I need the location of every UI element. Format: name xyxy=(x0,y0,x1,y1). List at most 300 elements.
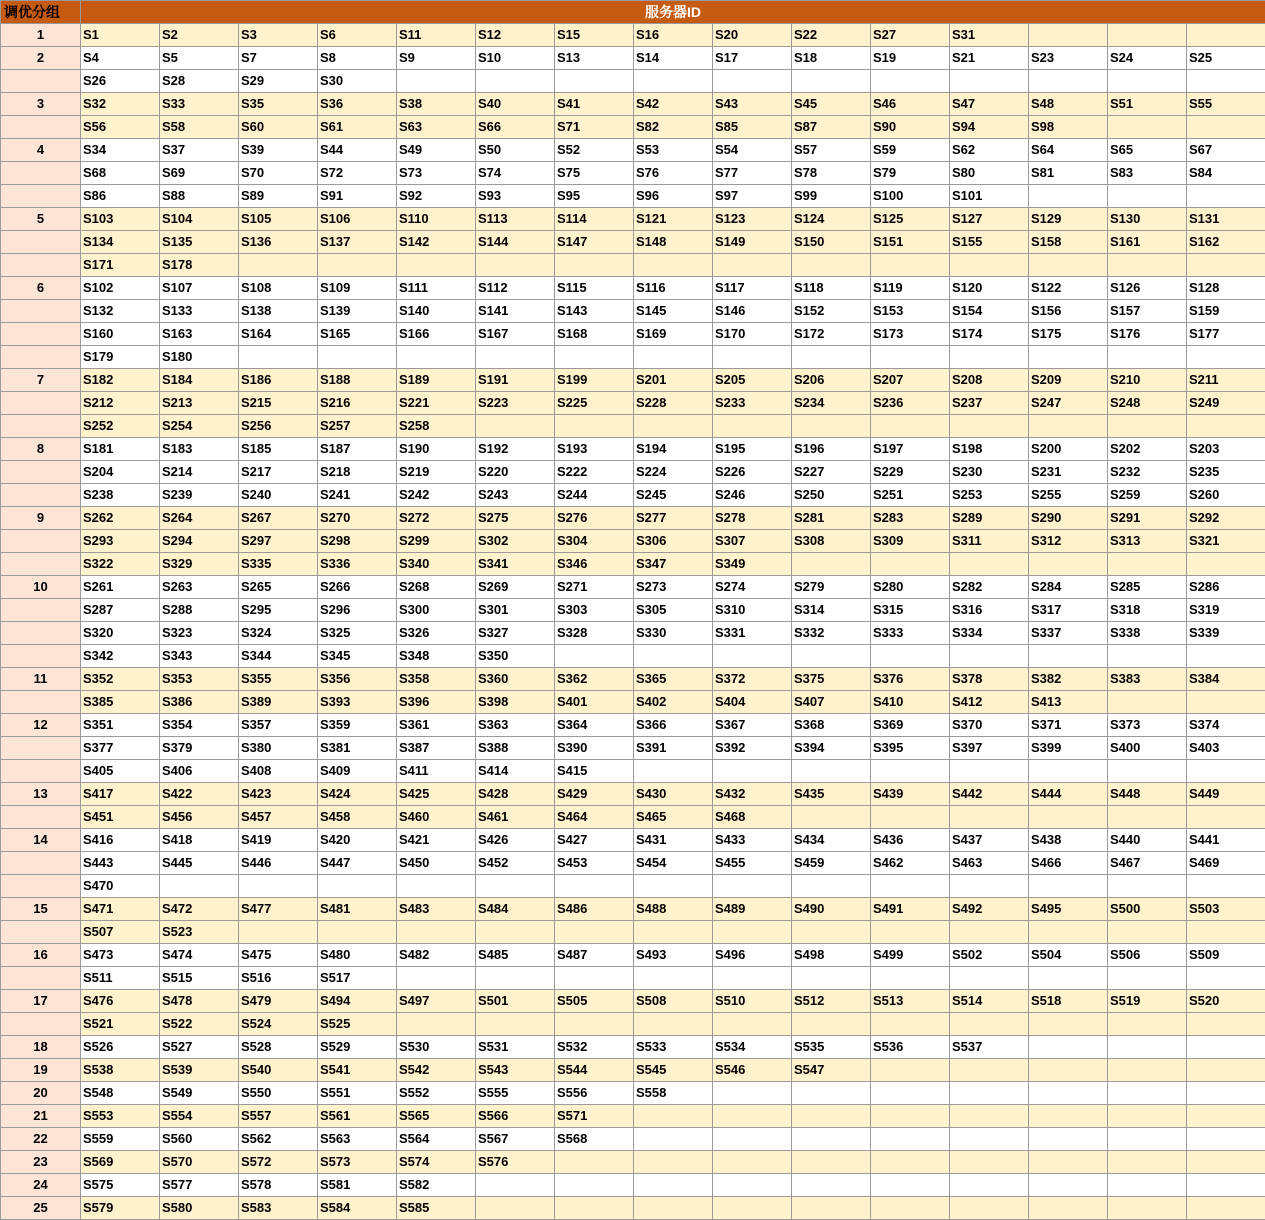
server-id-cell[interactable] xyxy=(1108,24,1187,47)
server-id-cell[interactable] xyxy=(871,1013,950,1036)
server-id-cell[interactable]: S462 xyxy=(871,852,950,875)
group-id-cell[interactable] xyxy=(1,70,81,93)
server-id-cell[interactable]: S338 xyxy=(1108,622,1187,645)
server-id-cell[interactable]: S441 xyxy=(1187,829,1265,852)
server-id-cell[interactable]: S211 xyxy=(1187,369,1265,392)
server-id-cell[interactable]: S78 xyxy=(792,162,871,185)
server-id-cell[interactable] xyxy=(871,645,950,668)
server-id-cell[interactable] xyxy=(555,415,634,438)
server-id-cell[interactable]: S368 xyxy=(792,714,871,737)
server-id-cell[interactable]: S314 xyxy=(792,599,871,622)
server-id-cell[interactable]: S122 xyxy=(1029,277,1108,300)
group-id-cell[interactable]: 25 xyxy=(1,1197,81,1220)
server-id-cell[interactable]: S61 xyxy=(318,116,397,139)
server-id-cell[interactable]: S96 xyxy=(634,185,713,208)
server-id-cell[interactable]: S424 xyxy=(318,783,397,806)
server-id-cell[interactable]: S208 xyxy=(950,369,1029,392)
server-id-cell[interactable] xyxy=(634,875,713,898)
group-id-cell[interactable]: 20 xyxy=(1,1082,81,1105)
server-id-cell[interactable]: S346 xyxy=(555,553,634,576)
server-id-cell[interactable]: S109 xyxy=(318,277,397,300)
server-id-cell[interactable]: S448 xyxy=(1108,783,1187,806)
group-id-cell[interactable]: 23 xyxy=(1,1151,81,1174)
server-id-cell[interactable]: S183 xyxy=(160,438,239,461)
server-id-cell[interactable] xyxy=(1108,254,1187,277)
server-id-cell[interactable]: S513 xyxy=(871,990,950,1013)
server-id-cell[interactable] xyxy=(1187,806,1265,829)
server-id-cell[interactable]: S287 xyxy=(81,599,160,622)
server-id-cell[interactable] xyxy=(1108,875,1187,898)
server-id-cell[interactable]: S362 xyxy=(555,668,634,691)
server-id-cell[interactable]: S235 xyxy=(1187,461,1265,484)
server-id-cell[interactable] xyxy=(634,70,713,93)
server-id-cell[interactable]: S537 xyxy=(950,1036,1029,1059)
server-id-cell[interactable]: S44 xyxy=(318,139,397,162)
server-id-cell[interactable]: S266 xyxy=(318,576,397,599)
server-id-cell[interactable]: S140 xyxy=(397,300,476,323)
server-id-cell[interactable]: S370 xyxy=(950,714,1029,737)
server-id-cell[interactable]: S389 xyxy=(239,691,318,714)
server-id-cell[interactable] xyxy=(1187,1013,1265,1036)
server-id-cell[interactable] xyxy=(950,967,1029,990)
server-id-cell[interactable]: S113 xyxy=(476,208,555,231)
server-id-cell[interactable]: S139 xyxy=(318,300,397,323)
server-id-cell[interactable]: S519 xyxy=(1108,990,1187,1013)
server-id-cell[interactable] xyxy=(1029,967,1108,990)
server-id-cell[interactable]: S244 xyxy=(555,484,634,507)
server-id-cell[interactable] xyxy=(871,415,950,438)
server-id-cell[interactable] xyxy=(1187,116,1265,139)
server-id-cell[interactable] xyxy=(476,254,555,277)
server-id-cell[interactable]: S17 xyxy=(713,47,792,70)
server-id-cell[interactable] xyxy=(476,967,555,990)
server-id-cell[interactable]: S93 xyxy=(476,185,555,208)
server-id-cell[interactable]: S271 xyxy=(555,576,634,599)
server-id-cell[interactable] xyxy=(476,921,555,944)
server-id-cell[interactable]: S232 xyxy=(1108,461,1187,484)
group-id-cell[interactable] xyxy=(1,392,81,415)
server-id-cell[interactable]: S387 xyxy=(397,737,476,760)
server-id-cell[interactable] xyxy=(318,875,397,898)
server-id-cell[interactable]: S568 xyxy=(555,1128,634,1151)
server-id-cell[interactable]: S429 xyxy=(555,783,634,806)
server-id-cell[interactable]: S352 xyxy=(81,668,160,691)
server-id-cell[interactable]: S577 xyxy=(160,1174,239,1197)
server-id-cell[interactable]: S479 xyxy=(239,990,318,1013)
server-id-cell[interactable]: S485 xyxy=(476,944,555,967)
server-id-cell[interactable]: S353 xyxy=(160,668,239,691)
server-id-cell[interactable] xyxy=(871,875,950,898)
group-id-cell[interactable]: 12 xyxy=(1,714,81,737)
server-id-cell[interactable] xyxy=(318,921,397,944)
server-id-cell[interactable]: S309 xyxy=(871,530,950,553)
group-id-cell[interactable] xyxy=(1,967,81,990)
server-id-cell[interactable]: S248 xyxy=(1108,392,1187,415)
server-id-cell[interactable] xyxy=(950,806,1029,829)
server-id-cell[interactable]: S289 xyxy=(950,507,1029,530)
server-id-cell[interactable]: S99 xyxy=(792,185,871,208)
server-id-cell[interactable]: S184 xyxy=(160,369,239,392)
server-id-cell[interactable]: S66 xyxy=(476,116,555,139)
group-id-cell[interactable] xyxy=(1,875,81,898)
server-id-cell[interactable]: S174 xyxy=(950,323,1029,346)
server-id-cell[interactable] xyxy=(1187,760,1265,783)
server-id-cell[interactable]: S273 xyxy=(634,576,713,599)
server-id-cell[interactable]: S534 xyxy=(713,1036,792,1059)
server-id-cell[interactable]: S39 xyxy=(239,139,318,162)
server-id-cell[interactable] xyxy=(1187,1059,1265,1082)
server-id-cell[interactable] xyxy=(713,967,792,990)
server-id-cell[interactable]: S291 xyxy=(1108,507,1187,530)
server-id-cell[interactable]: S64 xyxy=(1029,139,1108,162)
server-id-cell[interactable] xyxy=(1187,921,1265,944)
server-id-cell[interactable]: S236 xyxy=(871,392,950,415)
server-id-cell[interactable]: S202 xyxy=(1108,438,1187,461)
server-id-cell[interactable] xyxy=(555,921,634,944)
server-id-cell[interactable]: S268 xyxy=(397,576,476,599)
server-id-cell[interactable]: S551 xyxy=(318,1082,397,1105)
group-id-cell[interactable]: 24 xyxy=(1,1174,81,1197)
server-id-cell[interactable]: S508 xyxy=(634,990,713,1013)
server-id-cell[interactable]: S540 xyxy=(239,1059,318,1082)
server-id-cell[interactable]: S531 xyxy=(476,1036,555,1059)
server-id-cell[interactable] xyxy=(950,1013,1029,1036)
server-id-cell[interactable]: S515 xyxy=(160,967,239,990)
group-id-cell[interactable] xyxy=(1,806,81,829)
server-id-cell[interactable]: S86 xyxy=(81,185,160,208)
server-id-cell[interactable]: S530 xyxy=(397,1036,476,1059)
server-id-cell[interactable]: S97 xyxy=(713,185,792,208)
server-id-cell[interactable]: S223 xyxy=(476,392,555,415)
server-id-cell[interactable]: S344 xyxy=(239,645,318,668)
server-id-cell[interactable]: S210 xyxy=(1108,369,1187,392)
server-id-cell[interactable]: S148 xyxy=(634,231,713,254)
server-id-cell[interactable] xyxy=(792,254,871,277)
server-id-cell[interactable]: S500 xyxy=(1108,898,1187,921)
server-id-cell[interactable]: S525 xyxy=(318,1013,397,1036)
server-id-cell[interactable] xyxy=(713,1013,792,1036)
server-id-cell[interactable]: S53 xyxy=(634,139,713,162)
server-id-cell[interactable]: S546 xyxy=(713,1059,792,1082)
server-id-cell[interactable]: S118 xyxy=(792,277,871,300)
server-id-cell[interactable]: S365 xyxy=(634,668,713,691)
server-id-cell[interactable]: S327 xyxy=(476,622,555,645)
server-id-cell[interactable] xyxy=(1108,185,1187,208)
server-id-cell[interactable] xyxy=(476,1197,555,1220)
server-id-cell[interactable] xyxy=(397,254,476,277)
server-id-cell[interactable]: S419 xyxy=(239,829,318,852)
server-id-cell[interactable]: S283 xyxy=(871,507,950,530)
server-id-cell[interactable]: S168 xyxy=(555,323,634,346)
server-id-cell[interactable]: S427 xyxy=(555,829,634,852)
server-id-cell[interactable]: S470 xyxy=(81,875,160,898)
server-id-cell[interactable]: S29 xyxy=(239,70,318,93)
server-id-cell[interactable]: S130 xyxy=(1108,208,1187,231)
server-id-cell[interactable] xyxy=(1029,1059,1108,1082)
server-id-cell[interactable]: S380 xyxy=(239,737,318,760)
server-id-cell[interactable] xyxy=(1187,185,1265,208)
server-id-cell[interactable] xyxy=(555,1174,634,1197)
server-id-cell[interactable]: S442 xyxy=(950,783,1029,806)
server-id-cell[interactable]: S317 xyxy=(1029,599,1108,622)
server-id-cell[interactable]: S193 xyxy=(555,438,634,461)
server-id-cell[interactable]: S415 xyxy=(555,760,634,783)
server-id-cell[interactable]: S416 xyxy=(81,829,160,852)
server-id-cell[interactable]: S390 xyxy=(555,737,634,760)
server-id-cell[interactable]: S230 xyxy=(950,461,1029,484)
server-id-cell[interactable]: S325 xyxy=(318,622,397,645)
server-id-cell[interactable]: S512 xyxy=(792,990,871,1013)
server-id-cell[interactable]: S234 xyxy=(792,392,871,415)
group-id-cell[interactable]: 6 xyxy=(1,277,81,300)
server-id-cell[interactable]: S463 xyxy=(950,852,1029,875)
server-id-cell[interactable] xyxy=(1187,1197,1265,1220)
server-id-cell[interactable] xyxy=(634,254,713,277)
server-id-cell[interactable]: S553 xyxy=(81,1105,160,1128)
server-id-cell[interactable]: S285 xyxy=(1108,576,1187,599)
server-id-cell[interactable]: S114 xyxy=(555,208,634,231)
group-id-cell[interactable]: 3 xyxy=(1,93,81,116)
server-id-cell[interactable]: S131 xyxy=(1187,208,1265,231)
server-id-cell[interactable]: S302 xyxy=(476,530,555,553)
server-id-cell[interactable]: S196 xyxy=(792,438,871,461)
server-id-cell[interactable]: S482 xyxy=(397,944,476,967)
server-id-cell[interactable]: S70 xyxy=(239,162,318,185)
server-id-cell[interactable] xyxy=(792,70,871,93)
group-id-cell[interactable] xyxy=(1,300,81,323)
server-id-cell[interactable]: S455 xyxy=(713,852,792,875)
server-id-cell[interactable] xyxy=(1187,1105,1265,1128)
group-id-cell[interactable] xyxy=(1,921,81,944)
server-id-cell[interactable]: S542 xyxy=(397,1059,476,1082)
server-id-cell[interactable]: S374 xyxy=(1187,714,1265,737)
server-id-cell[interactable]: S330 xyxy=(634,622,713,645)
server-id-cell[interactable]: S219 xyxy=(397,461,476,484)
server-id-cell[interactable]: S14 xyxy=(634,47,713,70)
server-id-cell[interactable]: S526 xyxy=(81,1036,160,1059)
server-id-cell[interactable]: S126 xyxy=(1108,277,1187,300)
server-id-cell[interactable] xyxy=(318,254,397,277)
server-id-cell[interactable]: S552 xyxy=(397,1082,476,1105)
server-id-cell[interactable] xyxy=(871,1151,950,1174)
server-id-cell[interactable]: S505 xyxy=(555,990,634,1013)
group-id-cell[interactable]: 14 xyxy=(1,829,81,852)
server-id-cell[interactable]: S358 xyxy=(397,668,476,691)
server-id-cell[interactable]: S354 xyxy=(160,714,239,737)
group-id-cell[interactable]: 4 xyxy=(1,139,81,162)
server-id-cell[interactable] xyxy=(950,1174,1029,1197)
server-id-cell[interactable]: S19 xyxy=(871,47,950,70)
server-id-cell[interactable]: S41 xyxy=(555,93,634,116)
server-id-cell[interactable] xyxy=(871,967,950,990)
server-id-cell[interactable] xyxy=(792,1013,871,1036)
server-id-cell[interactable]: S90 xyxy=(871,116,950,139)
server-id-cell[interactable]: S9 xyxy=(397,47,476,70)
server-id-cell[interactable]: S480 xyxy=(318,944,397,967)
server-id-cell[interactable]: S237 xyxy=(950,392,1029,415)
server-id-cell[interactable] xyxy=(871,760,950,783)
server-id-cell[interactable] xyxy=(871,1197,950,1220)
group-id-cell[interactable]: 15 xyxy=(1,898,81,921)
server-id-cell[interactable]: S182 xyxy=(81,369,160,392)
group-id-cell[interactable] xyxy=(1,254,81,277)
server-id-cell[interactable] xyxy=(713,70,792,93)
server-id-cell[interactable]: S397 xyxy=(950,737,1029,760)
group-id-cell[interactable]: 19 xyxy=(1,1059,81,1082)
group-id-cell[interactable] xyxy=(1,553,81,576)
server-id-cell[interactable]: S407 xyxy=(792,691,871,714)
server-id-cell[interactable] xyxy=(713,645,792,668)
group-id-cell[interactable]: 16 xyxy=(1,944,81,967)
server-id-cell[interactable] xyxy=(950,553,1029,576)
server-id-cell[interactable]: S241 xyxy=(318,484,397,507)
server-id-cell[interactable]: S88 xyxy=(160,185,239,208)
server-id-cell[interactable]: S197 xyxy=(871,438,950,461)
server-id-cell[interactable]: S517 xyxy=(318,967,397,990)
server-id-cell[interactable]: S561 xyxy=(318,1105,397,1128)
server-id-cell[interactable]: S167 xyxy=(476,323,555,346)
server-id-cell[interactable]: S146 xyxy=(713,300,792,323)
server-id-cell[interactable]: S428 xyxy=(476,783,555,806)
server-id-cell[interactable] xyxy=(950,346,1029,369)
server-id-cell[interactable]: S80 xyxy=(950,162,1029,185)
server-id-cell[interactable] xyxy=(1029,760,1108,783)
server-id-cell[interactable] xyxy=(555,346,634,369)
server-id-cell[interactable]: S510 xyxy=(713,990,792,1013)
server-id-cell[interactable]: S432 xyxy=(713,783,792,806)
server-id-cell[interactable]: S316 xyxy=(950,599,1029,622)
server-id-cell[interactable] xyxy=(1029,1036,1108,1059)
server-id-cell[interactable]: S158 xyxy=(1029,231,1108,254)
server-id-cell[interactable]: S583 xyxy=(239,1197,318,1220)
server-id-cell[interactable]: S32 xyxy=(81,93,160,116)
server-id-cell[interactable]: S162 xyxy=(1187,231,1265,254)
server-id-cell[interactable]: S136 xyxy=(239,231,318,254)
server-id-cell[interactable]: S253 xyxy=(950,484,1029,507)
server-id-cell[interactable]: S79 xyxy=(871,162,950,185)
server-id-cell[interactable]: S496 xyxy=(713,944,792,967)
server-id-cell[interactable]: S292 xyxy=(1187,507,1265,530)
server-id-cell[interactable]: S119 xyxy=(871,277,950,300)
server-id-cell[interactable] xyxy=(871,1082,950,1105)
server-id-cell[interactable]: S438 xyxy=(1029,829,1108,852)
server-id-cell[interactable]: S125 xyxy=(871,208,950,231)
group-id-cell[interactable]: 18 xyxy=(1,1036,81,1059)
server-id-cell[interactable] xyxy=(555,254,634,277)
group-id-cell[interactable] xyxy=(1,599,81,622)
server-id-cell[interactable]: S434 xyxy=(792,829,871,852)
server-id-cell[interactable]: S133 xyxy=(160,300,239,323)
server-id-cell[interactable]: S52 xyxy=(555,139,634,162)
server-id-cell[interactable]: S447 xyxy=(318,852,397,875)
server-id-cell[interactable]: S401 xyxy=(555,691,634,714)
server-id-cell[interactable]: S272 xyxy=(397,507,476,530)
server-id-cell[interactable] xyxy=(1187,254,1265,277)
server-id-cell[interactable]: S226 xyxy=(713,461,792,484)
server-id-cell[interactable]: S103 xyxy=(81,208,160,231)
server-id-cell[interactable] xyxy=(555,1013,634,1036)
server-id-cell[interactable]: S572 xyxy=(239,1151,318,1174)
server-id-cell[interactable]: S435 xyxy=(792,783,871,806)
server-id-cell[interactable]: S175 xyxy=(1029,323,1108,346)
server-id-cell[interactable]: S77 xyxy=(713,162,792,185)
server-id-cell[interactable]: S155 xyxy=(950,231,1029,254)
server-id-cell[interactable]: S300 xyxy=(397,599,476,622)
server-id-cell[interactable]: S108 xyxy=(239,277,318,300)
server-id-cell[interactable] xyxy=(634,415,713,438)
server-id-cell[interactable] xyxy=(397,346,476,369)
server-id-cell[interactable] xyxy=(950,1082,1029,1105)
server-id-cell[interactable]: S205 xyxy=(713,369,792,392)
server-id-cell[interactable]: S286 xyxy=(1187,576,1265,599)
server-id-cell[interactable]: S215 xyxy=(239,392,318,415)
server-id-cell[interactable]: S333 xyxy=(871,622,950,645)
server-id-cell[interactable]: S176 xyxy=(1108,323,1187,346)
server-id-cell[interactable] xyxy=(1108,760,1187,783)
server-id-cell[interactable]: S290 xyxy=(1029,507,1108,530)
server-id-cell[interactable]: S28 xyxy=(160,70,239,93)
server-id-cell[interactable]: S154 xyxy=(950,300,1029,323)
server-id-cell[interactable]: S524 xyxy=(239,1013,318,1036)
server-id-cell[interactable]: S299 xyxy=(397,530,476,553)
server-id-cell[interactable]: S550 xyxy=(239,1082,318,1105)
server-id-cell[interactable]: S514 xyxy=(950,990,1029,1013)
server-id-cell[interactable] xyxy=(476,875,555,898)
server-id-cell[interactable]: S45 xyxy=(792,93,871,116)
server-id-cell[interactable]: S585 xyxy=(397,1197,476,1220)
server-id-cell[interactable]: S259 xyxy=(1108,484,1187,507)
server-id-cell[interactable]: S255 xyxy=(1029,484,1108,507)
group-id-cell[interactable] xyxy=(1,484,81,507)
server-id-cell[interactable]: S342 xyxy=(81,645,160,668)
server-id-cell[interactable]: S310 xyxy=(713,599,792,622)
server-id-cell[interactable]: S474 xyxy=(160,944,239,967)
server-id-cell[interactable]: S191 xyxy=(476,369,555,392)
server-id-cell[interactable]: S369 xyxy=(871,714,950,737)
server-id-cell[interactable]: S256 xyxy=(239,415,318,438)
group-id-cell[interactable] xyxy=(1,415,81,438)
server-id-cell[interactable]: S465 xyxy=(634,806,713,829)
server-id-cell[interactable]: S264 xyxy=(160,507,239,530)
server-id-cell[interactable]: S549 xyxy=(160,1082,239,1105)
server-id-cell[interactable] xyxy=(1108,806,1187,829)
server-id-cell[interactable] xyxy=(1029,1105,1108,1128)
server-id-cell[interactable]: S580 xyxy=(160,1197,239,1220)
server-id-cell[interactable] xyxy=(713,1197,792,1220)
server-id-cell[interactable]: S361 xyxy=(397,714,476,737)
server-id-cell[interactable]: S294 xyxy=(160,530,239,553)
server-id-cell[interactable]: S507 xyxy=(81,921,160,944)
server-id-cell[interactable]: S356 xyxy=(318,668,397,691)
server-id-cell[interactable]: S495 xyxy=(1029,898,1108,921)
server-id-cell[interactable]: S18 xyxy=(792,47,871,70)
server-id-cell[interactable] xyxy=(792,1197,871,1220)
server-id-cell[interactable]: S377 xyxy=(81,737,160,760)
server-id-cell[interactable]: S376 xyxy=(871,668,950,691)
server-id-cell[interactable]: S63 xyxy=(397,116,476,139)
server-id-cell[interactable]: S426 xyxy=(476,829,555,852)
server-id-cell[interactable]: S153 xyxy=(871,300,950,323)
group-id-cell[interactable] xyxy=(1,346,81,369)
server-id-cell[interactable]: S536 xyxy=(871,1036,950,1059)
server-id-cell[interactable]: S246 xyxy=(713,484,792,507)
server-id-cell[interactable]: S312 xyxy=(1029,530,1108,553)
server-id-cell[interactable]: S311 xyxy=(950,530,1029,553)
server-id-cell[interactable]: S443 xyxy=(81,852,160,875)
server-id-cell[interactable]: S501 xyxy=(476,990,555,1013)
server-id-cell[interactable]: S371 xyxy=(1029,714,1108,737)
server-id-cell[interactable] xyxy=(792,1082,871,1105)
